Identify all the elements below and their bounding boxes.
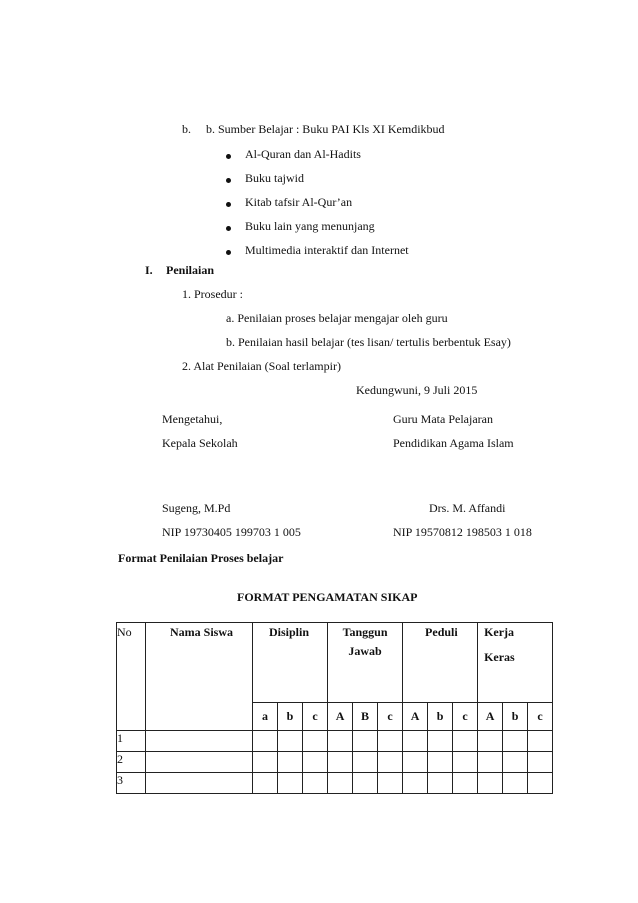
table-cell	[146, 773, 253, 794]
sub-header: b	[428, 703, 453, 731]
sub-header: c	[528, 703, 553, 731]
header-peduli: Peduli	[403, 623, 478, 703]
sumber-item: Buku tajwid	[245, 171, 304, 185]
sumber-item: Al-Quran dan Al-Hadits	[245, 147, 361, 161]
guru-name: Drs. M. Affandi	[429, 501, 506, 515]
row-number: 2	[117, 752, 146, 773]
header-jawab-text: Jawab	[348, 644, 382, 658]
table-cell	[146, 731, 253, 752]
row-number: 1	[117, 731, 146, 752]
sub-header: c	[378, 703, 403, 731]
header-nama-siswa: Nama Siswa	[146, 623, 253, 731]
bullet-icon	[226, 178, 231, 183]
sub-header: A	[328, 703, 353, 731]
penilaian-heading: Penilaian	[166, 263, 215, 277]
sumber-item: Kitab tafsir Al-Qur’an	[245, 195, 353, 209]
sub-header: c	[303, 703, 328, 731]
sikap-table	[116, 622, 553, 794]
prosedur-line: 1. Prosedur :	[182, 287, 243, 301]
pendidikan-label: Pendidikan Agama Islam	[393, 436, 514, 450]
sumber-prefix: b.	[182, 122, 191, 136]
alat-penilaian-line: 2. Alat Penilaian (Soal terlampir)	[182, 359, 341, 373]
sub-header: B	[353, 703, 378, 731]
sub-header: b	[278, 703, 303, 731]
header-kerja-keras	[478, 623, 553, 703]
table-row	[117, 752, 553, 773]
kepsek-nip: NIP 19730405 199703 1 005	[162, 525, 301, 539]
sumber-item: Multimedia interaktif dan Internet	[245, 243, 409, 257]
sumber-item: Buku lain yang menunjang	[245, 219, 375, 233]
row-number: 3	[117, 773, 146, 794]
sub-header: c	[453, 703, 478, 731]
sub-header: b	[503, 703, 528, 731]
kepsek-name: Sugeng, M.Pd	[162, 501, 231, 515]
mengetahui-label: Mengetahui,	[162, 412, 223, 426]
penilaian-numeral: I.	[145, 263, 153, 277]
table-title: FORMAT PENGAMATAN SIKAP	[237, 590, 418, 604]
header-keras-text: Keras	[484, 650, 515, 664]
bullet-icon	[226, 226, 231, 231]
guru-label: Guru Mata Pelajaran	[393, 412, 493, 426]
prosedur-item: b. Penilaian hasil belajar (tes lisan/ tertulis berbentuk Esay)	[226, 335, 511, 349]
header-kerja-text: Kerja	[484, 625, 515, 639]
header-no: No	[117, 623, 146, 731]
header-tanggung-jawab	[328, 623, 403, 703]
sub-header: A	[478, 703, 503, 731]
prosedur-item: a. Penilaian proses belajar mengajar oleh guru	[226, 311, 448, 325]
bullet-icon	[226, 154, 231, 159]
format-heading: Format Penilaian Proses belajar	[118, 551, 284, 565]
header-tanggun-text: Tanggun	[342, 625, 388, 639]
table-row	[117, 731, 553, 752]
place-date: Kedungwuni, 9 Juli 2015	[356, 383, 478, 397]
bullet-icon	[226, 202, 231, 207]
sub-header: A	[403, 703, 428, 731]
sub-header: a	[253, 703, 278, 731]
kepala-sekolah-label: Kepala Sekolah	[162, 436, 238, 450]
bullet-icon	[226, 250, 231, 255]
guru-nip: NIP 19570812 198503 1 018	[393, 525, 532, 539]
table-cell	[146, 752, 253, 773]
sumber-belajar-line: b. Sumber Belajar : Buku PAI Kls XI Kemdikbud	[206, 122, 445, 136]
table-row	[117, 773, 553, 794]
header-disiplin: Disiplin	[253, 623, 328, 703]
